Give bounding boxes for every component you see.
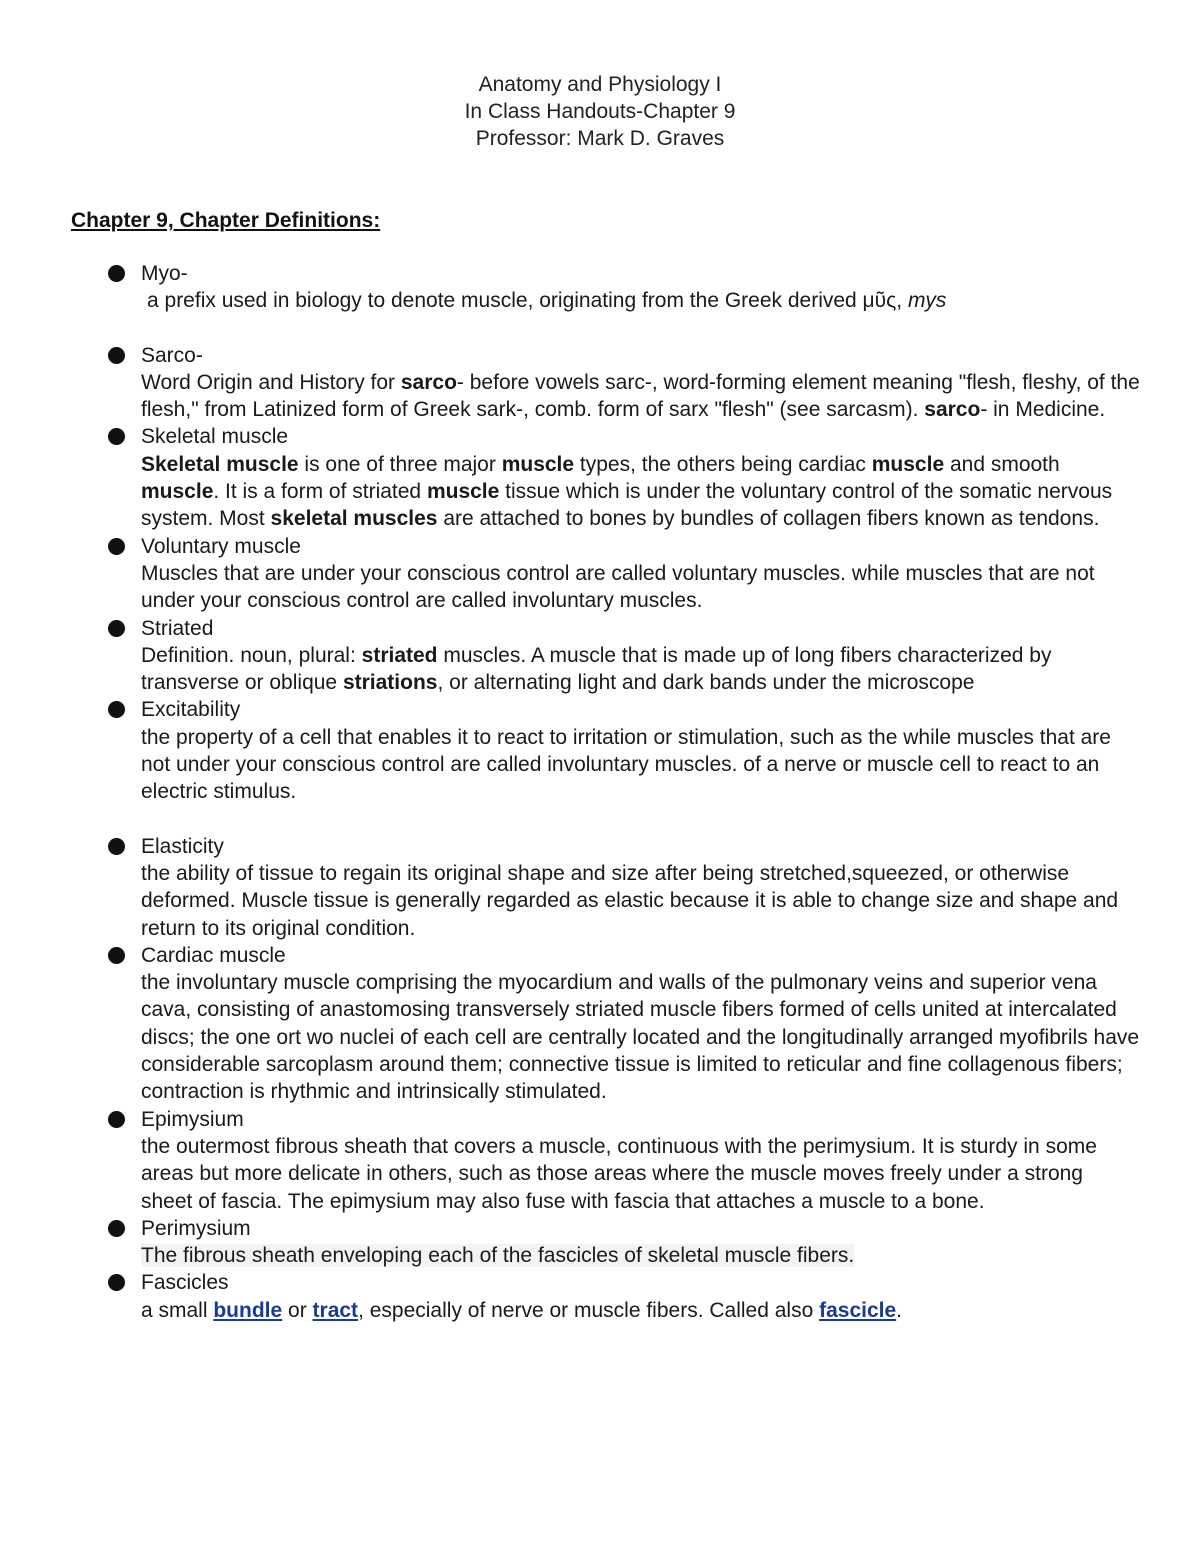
- definition-text: The fibrous sheath enveloping each of the fascicles of skeletal muscle fibers.: [141, 1244, 855, 1268]
- bullet-icon: [108, 947, 125, 964]
- bullet-icon: [108, 701, 125, 718]
- definition-term: Sarco-: [141, 343, 203, 367]
- definition-term: Cardiac muscle: [141, 943, 286, 967]
- handout-title: In Class Handouts-Chapter 9: [464, 100, 736, 123]
- definition-term: Elasticity: [141, 834, 224, 858]
- bullet-icon: [108, 265, 125, 282]
- definition-item: [0, 1106, 1200, 1215]
- bullet-icon: [108, 1220, 125, 1237]
- definition-item: [0, 260, 1200, 315]
- definition-item: [0, 833, 1200, 942]
- definition-item: [0, 1269, 1200, 1324]
- definition-term: Epimysium: [141, 1107, 244, 1131]
- definition-term: Voluntary muscle: [141, 534, 301, 558]
- definition-item: [0, 696, 1200, 805]
- link-fascicle[interactable]: fascicle: [819, 1298, 897, 1322]
- definition-item: [0, 533, 1200, 615]
- definition-term: Myo-: [141, 262, 188, 285]
- definition-term: Perimysium: [141, 1216, 251, 1240]
- definition-text: the property of a cell that enables it to react to irritation or stimulation, such as the while muscles that are not under your conscious control are called involuntary muscles. of a nerve or muscle cell to react to an electric stimulus.: [141, 725, 1111, 804]
- definition-text: a prefix used in biology to denote muscle, originating from the Greek derived μῦς, mys: [147, 289, 947, 313]
- definition-text: the outermost fibrous sheath that covers a muscle, continuous with the perimysium. It is sturdy in some areas but more delicate in others, such as those areas where the muscle moves freely under a strong sheet of fascia. The epimysium may also fuse with fascia that attaches a muscle to a bone.: [141, 1134, 1097, 1213]
- bullet-icon: [108, 620, 125, 637]
- definitions-list: [0, 260, 1200, 1324]
- document-header: [0, 71, 1200, 152]
- section-title: Chapter 9, Chapter Definitions:: [71, 209, 381, 232]
- course-title: Anatomy and Physiology I: [478, 73, 722, 96]
- bullet-icon: [108, 428, 125, 445]
- definition-item: [0, 615, 1200, 697]
- definition-term: Excitability: [141, 698, 241, 722]
- definition-term: Striated: [141, 616, 214, 640]
- definition-item: [0, 942, 1200, 1106]
- bullet-icon: [108, 1111, 125, 1128]
- definition-text: Skeletal muscle is one of three major muscle types, the others being cardiac muscle and smooth muscle. It is a form of striated muscle tissue which is under the voluntary control of the somatic nervous system. Most skeletal muscles are attached to bones by bundles of collagen fibers known as tendons.: [141, 452, 1113, 531]
- definition-item: [0, 342, 1200, 424]
- definition-term: Skeletal muscle: [141, 425, 289, 449]
- bullet-icon: [108, 538, 125, 555]
- bullet-icon: [108, 838, 125, 855]
- professor-line: Professor: Mark D. Graves: [475, 127, 725, 150]
- definition-text: Definition. noun, plural: striated muscles. A muscle that is made up of long fibers characterized by transverse or oblique striations, or alternating light and dark bands under the microscope: [141, 643, 1052, 695]
- definition-text: the involuntary muscle comprising the myocardium and walls of the pulmonary veins and superior vena cava, consisting of anastomosing transversely striated muscle fibers formed of cells united at intercalated discs; the one ort wo nuclei of each cell are centrally located and the longitudinally arranged myofibrils have considerable sarcoplasm around them; connective tissue is limited to reticular and fine collagenous fibers; contraction is rhythmic and intrinsically stimulated.: [141, 971, 1140, 1104]
- definition-term: Fascicles: [141, 1271, 229, 1295]
- definition-item: [0, 423, 1200, 532]
- definition-text: Muscles that are under your conscious control are called voluntary muscles. while muscles that are not under your conscious control are called involuntary muscles.: [141, 561, 1095, 613]
- definition-text: the ability of tissue to regain its original shape and size after being stretched,squeezed, or otherwise deformed. Muscle tissue is generally regarded as elastic because it is able to change size and shape and return to its original condition.: [141, 861, 1119, 940]
- link-tract[interactable]: tract: [312, 1298, 359, 1322]
- definition-text: a small bundle or tract, especially of nerve or muscle fibers. Called also fascicle.: [141, 1298, 903, 1322]
- definition-text: Word Origin and History for sarco- before vowels sarc-, word-forming element meaning "flesh, fleshy, of the flesh," from Latinized form of Greek sark-, comb. form of sarx "flesh" (see sarcasm). sarco- in Medicine.: [141, 370, 1140, 422]
- definition-item: [0, 1215, 1200, 1270]
- bullet-icon: [108, 1274, 125, 1291]
- link-bundle[interactable]: bundle: [213, 1298, 283, 1322]
- bullet-icon: [108, 347, 125, 364]
